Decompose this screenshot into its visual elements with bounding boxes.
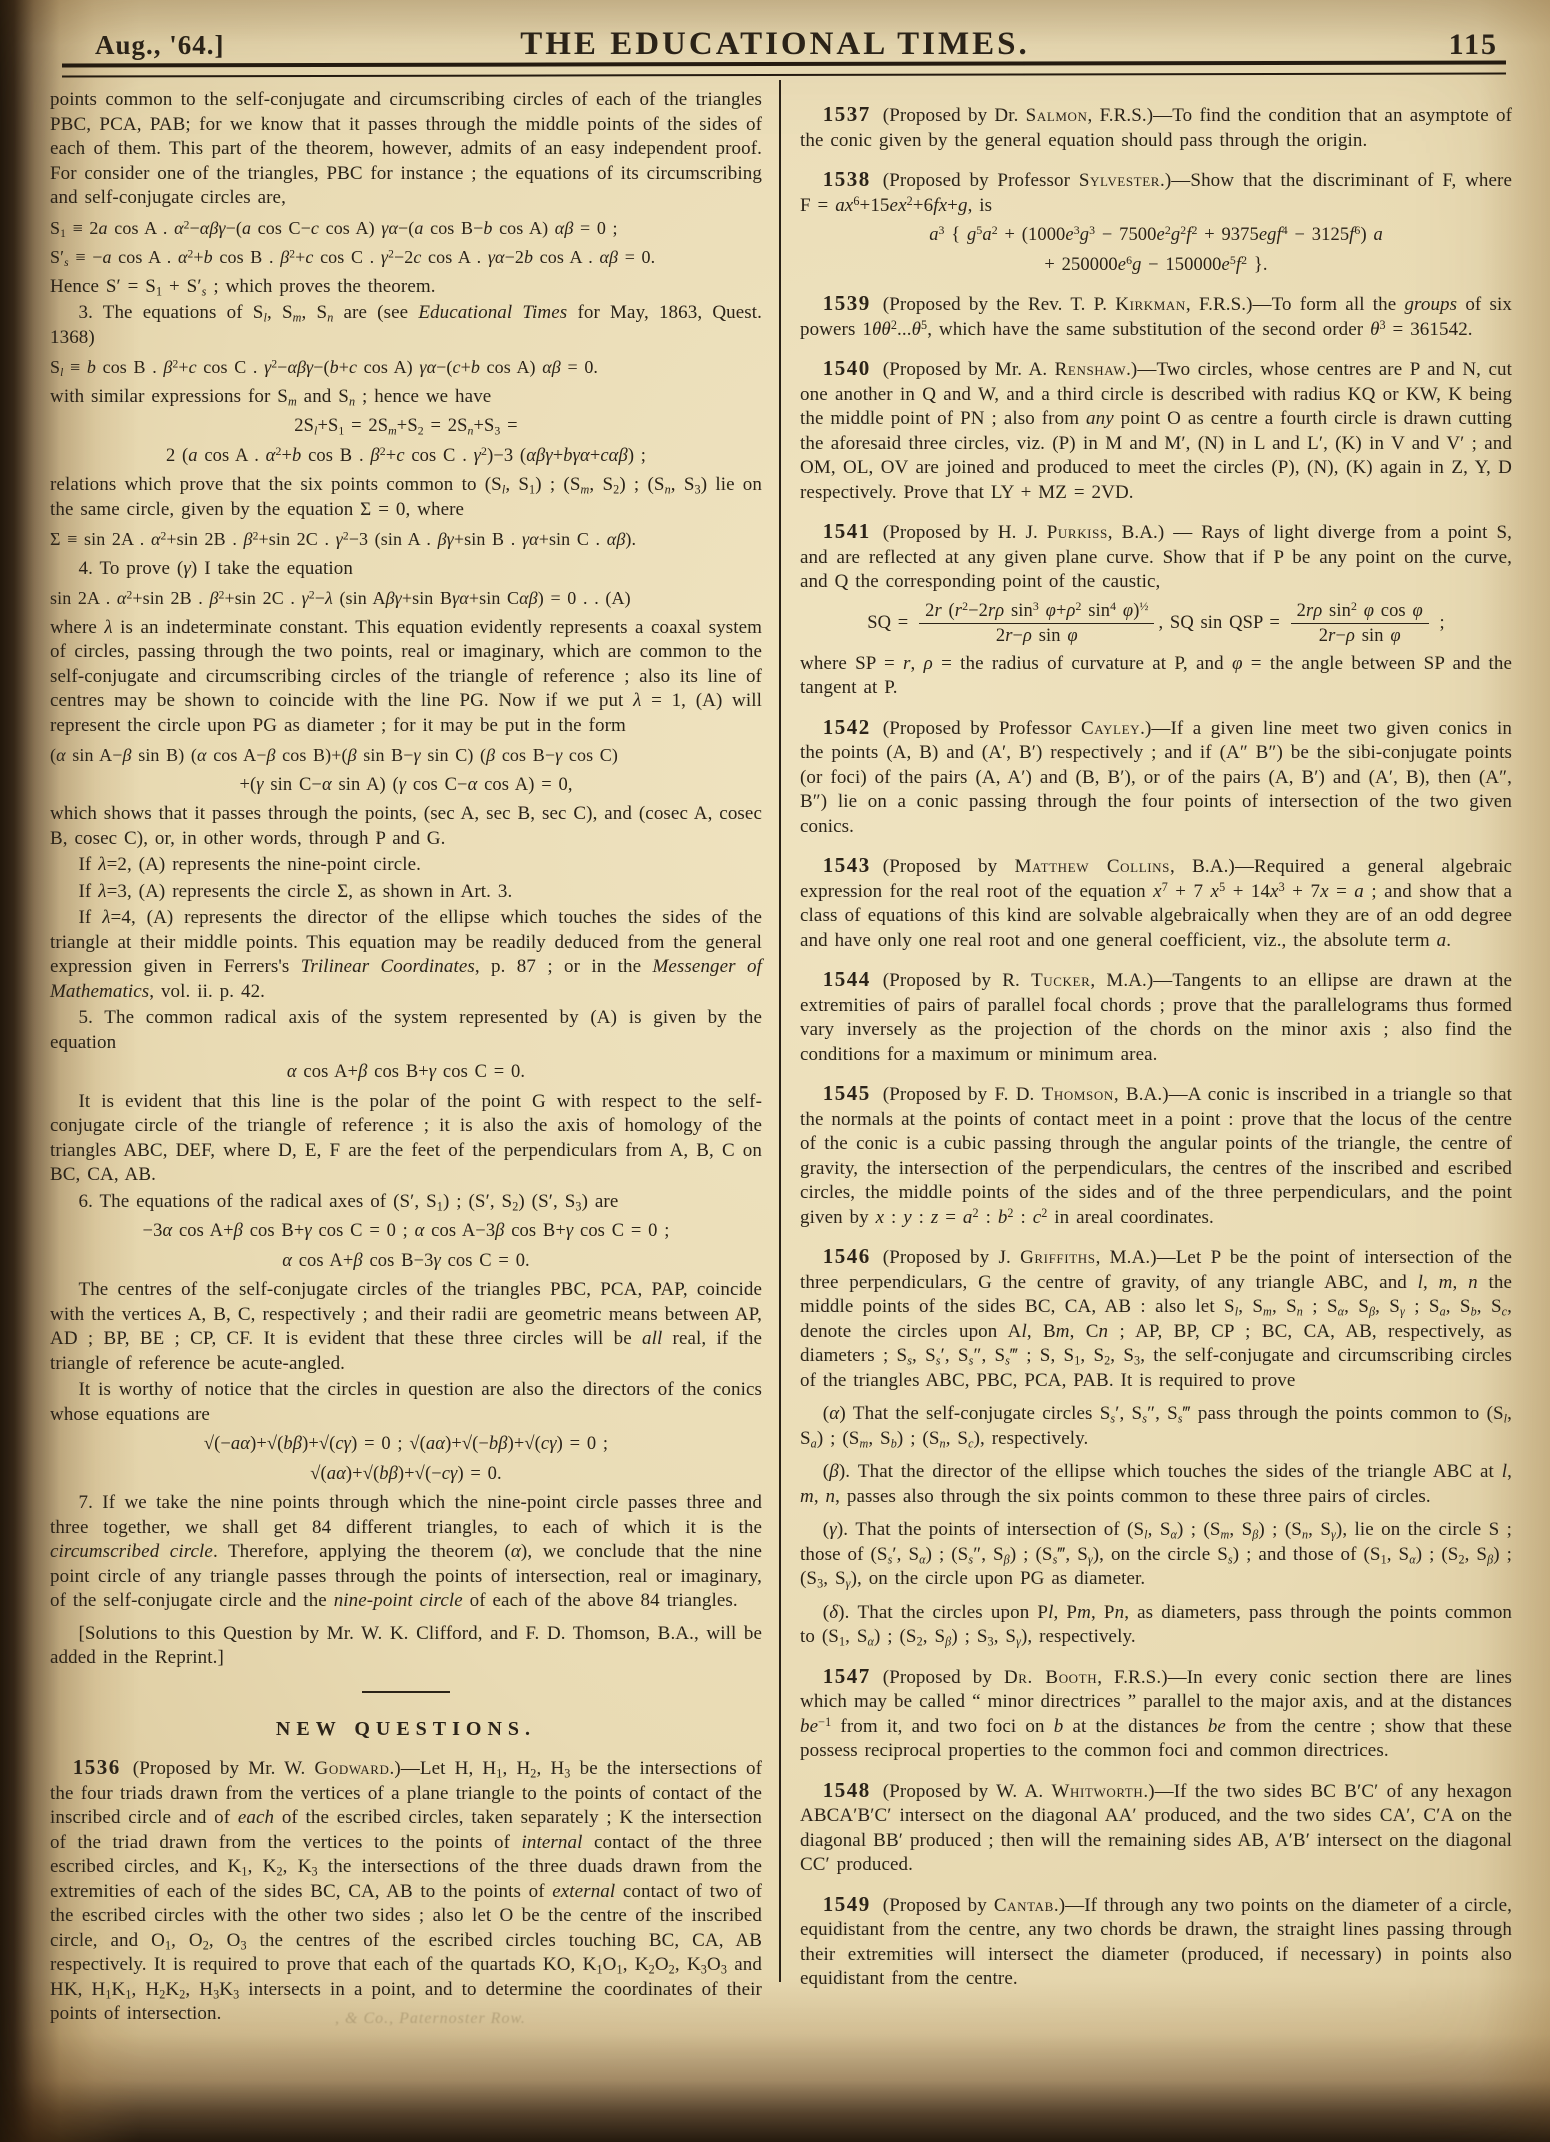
question-1538 — [800, 167, 1512, 218]
question-number: 1547 — [822, 1663, 871, 1688]
equation-form-2: +(γ sin C−α sin A) (γ cos C−α cos A) = 0, — [239, 774, 573, 795]
question-number: 1538 — [822, 167, 871, 191]
equation-discriminant-1: $a^3$ { $g^5a^2 + (1000e^3g^3 - 7500e^2g^2f^2 + 9375egf^4 - 3125f^6)$ a — [929, 223, 1383, 245]
question-text: (Proposed by Dr. Salmon, F.R.S.)—To find the condition that an asymptote of the conic given by the general equation should pass through the origin. — [800, 105, 1513, 151]
question-1545 — [800, 1081, 1512, 1230]
question-1546 — [800, 1244, 1512, 1393]
equation-s-prime-s: $S'_s \equiv -a$ cos A . $\alpha^2+b$ cos B . $\beta^2+c$ cos C . $\gamma^2-2c$ cos A . γα−2b cos A . αβ = 0. — [50, 247, 656, 270]
equation-sl: $S_l \equiv b$ cos B . $\beta^2+c$ cos C . $\gamma^2-\alpha\beta\gamma-(b+c$ cos A) γα−(c+b cos A) αβ = 0. — [50, 357, 599, 380]
question-number: 1543 — [822, 853, 871, 878]
question-number: 1539 — [822, 291, 871, 315]
equation-surds-2: √(aα)+√(bβ)+√(−cγ) = 0. — [310, 1463, 502, 1484]
similar-expressions: with similar expressions for $S_m$ and $S_n$ ; hence we have — [50, 385, 492, 408]
question-text: (Proposed by Professor Cayley.)—If a given line meet two given conics in the points (A, B) and (A′, B′) respectively ; and if (A″ B″) be the sibi-conjugate points (or foci) of the pairs (A, A′) and (B, B′), or of the pairs (A, B′) and (A′, B), then (A″, B″) lie on a conic passing through the four points of intersection of the two given conics. — [800, 717, 1513, 837]
question-text: (Proposed by W. A. Whitworth.)—If the two sides BC B′C′ of any hexagon ABCA′B′C′ intersect on the diagonal AA′ produced, and the two sides CA′, C′A on the diagonal BB′ produced ; then will the remaining sides AB, A′B′ intersect on the diagonal CC′ produced. — [800, 1780, 1513, 1876]
column-divider — [779, 80, 781, 1982]
sec-points-paragraph: which shows that it passes through the points, (sec A, sec B, sec C), and (cosec A, cosec B, cosec C), or, in other words, through P and G. — [50, 803, 762, 849]
question-number: 1541 — [822, 519, 871, 543]
question-1539 — [800, 291, 1512, 342]
hence-line: Hence $S' = S_1 + S'_s$ ; which proves the theorem. — [50, 275, 436, 298]
equation-discriminant-2: + $250000e^6g - 150000e^5f^2$ }. — [1044, 252, 1268, 275]
question-1547 — [800, 1664, 1512, 1764]
question-number: 1537 — [822, 102, 871, 126]
equation-sigma: Σ ≡ sin 2A . $\alpha^2+\sin$ 2B . $\beta^2+\sin$ 2C . $\gamma^2-3$ (sin A . βγ+sin B . γα+sin C . αβ). — [50, 529, 637, 549]
equation-2sl: $2S_l+S_1 = 2S_m+S_2 = 2S_n+S_3$ = — [294, 416, 518, 438]
article-4: 4. To prove (γ) I take the equation — [78, 557, 353, 579]
lambda-4: If λ=4, (A) represents the director of the ellipse which touches the sides of the triangle at their middle points. This equation may be readily deduced from the general expression given in Ferrers's Trilinear Coordinates, p. 87 ; or in the Messenger of Mathematics, vol. ii. p. 42. — [50, 907, 762, 1002]
bleed-through-text: , & Co., Paternoster Row. — [335, 2010, 526, 2027]
question-number: 1544 — [822, 967, 871, 992]
question-text: (Proposed by Dr. Booth, F.R.S.)—In every conic section there are lines which may be called “ minor directrices ” parallel to the major axis, and at the distances $be^{-1}$ from it, and two foci on b at the distances be from the centre ; show that these possess reciprocal properties to the common foci and common directrices. — [800, 1666, 1512, 1762]
question-1543 — [800, 853, 1512, 953]
section-divider — [362, 1691, 450, 1693]
page-number: 115 — [1448, 28, 1498, 61]
polar-paragraph: It is evident that this line is the polar of the point G with respect to the self-conjugate circle of the triangle of reference ; it is also the axis of homology of the triangles ABC, DEF, where D, E, F are the feet of the perpendiculars from A, B, C on BC, CA, AB. — [50, 1090, 762, 1185]
question-number: 1545 — [822, 1081, 871, 1106]
lambda-3: If λ=3, (A) represents the circle Σ, as shown in Art. 3. — [78, 880, 513, 902]
relations-paragraph: relations which prove that the six points common to ($S_l$, $S_1$) ; ($S_m$, $S_2$) ; ($S_n$, $S_3$) lie on the same circle, given by the equation Σ = 0, where — [50, 474, 763, 520]
question-text: (Proposed by Mr. W. Godward.)—Let H, $H_1$, $H_2$, $H_3$ be the intersections of the four triads drawn from the vertices of a plane triangle to the points of contact of the inscribed circle and of each of the escribed circles, taken separately ; K the intersection of the triad drawn from the vertices to the points of internal contact of the three escribed circles, and $K_1$, $K_2$, $K_3$ the intersections of the three duads drawn from the extremities of each of the sides BC, CA, AB to the points of external contact of two of the escribed circles with the other two sides ; also let O be the centre of the inscribed circle, and $O_1$, $O_2$, $O_3$ the centres of the escribed circles touching BC, CA, AB respectively. It is required to prove that each of the quartads KO, $K_1O_1$, $K_2O_2$, $K_3O_3$ and HK, $H_1K_1$, $H_2K_2$, $H_3K_3$ intersects in a point, and to determine the coordinates of their points of intersection. — [50, 1758, 763, 2024]
question-1542 — [800, 715, 1512, 840]
question-text: (Proposed by F. D. Thomson, B.A.)—A conic is inscribed in a triangle so that the normals at the points of contact meet in a point : prove that the locus of the centre of the conic is a cubic passing through the angular points of the triangle, the centre of gravity, the intersection of the perpendiculars, the centres of the inscribed and escribed circles, the middle points of the sides and of the three perpendiculars, and the point given by x : y : $z = a^2$ : $b^2$ : $c^2$ in areal coordinates. — [800, 1084, 1512, 1228]
continuation-paragraph: points common to the self-conjugate and circumscribing circles of each of the triangles PBC, PCA, PAB; for we know that it passes through the middle points of the sides of each of them. This part of the theorem, however, admits of an easy independent proof. For consider one of the triangles, PBC for instance ; the equations of its circumscribing and self-conjugate circles are, — [50, 89, 762, 208]
equation-s1: $S_1 \equiv 2a$ cos A . $\alpha^2-\alpha\beta\gamma-(a$ cos C−c cos A) γα−(a cos B−b cos A) αβ = 0 ; — [50, 217, 618, 240]
equation-axes-2: α cos A+β cos B−3γ cos C = 0. — [282, 1250, 530, 1271]
question-number: 1548 — [822, 1777, 871, 1802]
question-number: 1540 — [822, 356, 871, 380]
equation-axes-1: −3α cos A+β cos B+γ cos C = 0 ; α cos A−3β cos B+γ cos C = 0 ; — [142, 1221, 670, 1241]
question-number: 1542 — [822, 714, 871, 739]
question-1540 — [800, 356, 1512, 505]
equation-surds-1: √(−aα)+√(bβ)+√(cγ) = 0 ; √(aα)+√(−bβ)+√(cγ) = 0 ; — [203, 1434, 609, 1454]
equation-form-1: (α sin A−β sin B) (α cos A−β cos B)+(β sin B−γ sin C) (β cos B−γ cos C) — [50, 745, 618, 765]
article-7: 7. If we take the nine points through which the nine-point circle passes three and three together, we shall get 84 different triangles, to each of which it is the circumscribed circle. Therefore, applying the theorem (α), we conclude that the nine point circle of any triangle passes through the points of intersection, real or imaginary, of the self-conjugate circle and the nine-point circle of each of the above 84 triangles. — [50, 1492, 762, 1611]
equation-A: sin 2A . $\alpha^2+\sin$ 2B . $\beta^2+\sin$ 2C . $\gamma^2-\lambda$ (sin Aβγ+sin Bγα+sin Cαβ) = 0 . . (A) — [50, 588, 631, 608]
solutions-note: [Solutions to this Question by Mr. W. K. Clifford, and F. D. Thomson, B.A., will be added in the Reprint.] — [50, 1622, 762, 1668]
question-text: (Proposed by Professor Sylvester.)—Show that the discriminant of F, where $F = ax^6+15ex^2+6fx+g$, is — [800, 170, 1512, 216]
question-1548 — [800, 1778, 1512, 1878]
right-column — [800, 88, 1512, 1994]
article-3: 3. The equations of $S_l$, $S_m$, $S_n$ are (see Educational Times for May, 1863, Quest. 1368) — [50, 302, 763, 348]
question-text: (Proposed by R. Tucker, M.A.)—Tangents to an ellipse are drawn at the extremities of pairs of parallel focal chords ; prove that the parallelograms thus formed vary inversely as the projection of the chords on the minor axis ; also find the conditions for a maximum or minimum area. — [800, 970, 1512, 1065]
header-double-rule — [62, 60, 1506, 77]
question-number: 1536 — [72, 1755, 121, 1779]
question-number: 1549 — [822, 1891, 871, 1916]
question-1549 — [800, 1892, 1512, 1992]
question-1544 — [800, 967, 1512, 1067]
left-column — [50, 88, 762, 2029]
issue-date: Aug., '64.] — [95, 30, 225, 60]
article-5: 5. The common radical axis of the system represented by (A) is given by the equation — [50, 1007, 762, 1053]
equation-2a-cos: 2 (a cos A . $\alpha^2+b$ cos B . $\beta^2+c$ cos C . $\gamma^2)-3$ (αβγ+bγα+cαβ) ; — [165, 443, 647, 466]
question-1546-delta: (δ). That the circles upon Pl, Pm, Pn, as diameters, pass through the points common to ($S_1$, $S_\alpha$) ; ($S_2$, $S_\beta$) ; $S_3$, $S_\gamma$), respectively. — [800, 1601, 1513, 1649]
lambda-2: If λ=2, (A) represents the nine-point circle. — [78, 854, 422, 875]
question-text: (Proposed by J. Griffiths, M.A.)—Let P be the point of intersection of the three perpendiculars, G the centre of gravity, of any triangle ABC, and l, m, n the middle points of the sides BC, CA, AB : also let $S_l$, $S_m$, $S_n$ ; $S_\alpha$, $S_\beta$, $S_\gamma$ ; $S_a$, $S_b$, $S_c$, denote the circles upon Al, Bm, Cn ; AP, BP, CP ; BC, CA, AB, respectively, as diameters ; $S_s$, $S_s'$, $S_s''$, $S_s‴$ ; S, $S_1$, $S_2$, $S_3$, the self-conjugate and circumscribing circles of the triangles ABC, PBC, PCA, PAB. It is required to prove — [800, 1247, 1512, 1391]
question-text: (Proposed by the Rev. T. P. Kirkman, F.R.S.)—To form all the groups of six powers $1\theta\theta^2...\theta^5$, which have the same substitution of the second order $\theta^3 = 361542$. — [800, 294, 1512, 340]
page-title: THE EDUCATIONAL TIMES. — [520, 26, 1030, 62]
lambda-paragraph: where λ is an indeterminate constant. This equation evidently represents a coaxal system of circles, passing through the two points, real or imaginary, which are common to the self-conjugate and circumscribing circles of the triangle of reference ; also its line of centres may be shown to coincide with the line PG. Now if we put λ = 1, (A) will represent the circle upon PG as diameter ; for it may be put in the form — [50, 616, 762, 736]
directors-paragraph: It is worthy of notice that the circles in question are also the directors of the conics whose equations are — [50, 1379, 762, 1425]
caustic-where: where SP = r, ρ = the radius of curvature at P, and φ = the angle between SP and the tangent at P. — [800, 652, 1512, 699]
question-1546-gamma: (γ). That the points of intersection of ($S_l$, $S_\alpha$) ; ($S_m$, $S_\beta$) ; ($S_n$, $S_\gamma$), lie on the circle S ; those of ($S_s'$, $S_\alpha$) ; ($S_s''$, $S_\beta$) ; ($S_s‴$, $S_\gamma$), on the circle $S_s$) ; and those of ($S_1$, $S_\alpha$) ; ($S_2$, $S_\beta$) ; ($S_3$, $S_\gamma$), on the circle upon PG as diameter. — [800, 1519, 1512, 1591]
centres-paragraph: The centres of the self-conjugate circles of the triangles PBC, PCA, PAP, coincide with the vertices A, B, C, respectively ; and their radii are geometric means between AP, AD ; BP, BE ; CP, CF. It is evident that these three circles will be all real, if the triangle of reference be acute-angled. — [50, 1279, 763, 1374]
new-questions-heading: NEW QUESTIONS. — [275, 1717, 537, 1740]
equation-caustic: SQ = $\frac{2r (r^2-2r\rho \sin^3 \varphi+\rho^2 \sin^4 \varphi)^{\frac{1}{2}}}{\text{2r−ρ sin φ}}$ , SQ sin QSP = $\frac{2r\rho \sin^2 \varphi \cos \varphi}{\text{2r−ρ sin φ}}$ ; — [867, 598, 1445, 646]
question-1536 — [50, 1755, 762, 2027]
article-6: 6. The equations of the radical axes of (S′, $S_1$) ; (S′, $S_2$) (S′, $S_3$) are — [78, 1190, 619, 1213]
question-text: (Proposed by H. J. Purkiss, B.A.) — Rays of light diverge from a point S, and are reflected at any given plane curve. Show that if P be any point on the curve, and Q the corresponding point of the caustic, — [800, 522, 1512, 592]
question-1546-alpha: (α) That the self-conjugate circles $S_s'$, $S_s''$, $S_s‴$ pass through the points common to ($S_l$, $S_a$) ; ($S_m$, $S_b$) ; ($S_n$, $S_c$), respectively. — [800, 1403, 1513, 1451]
question-1546-beta: (β). That the director of the ellipse which touches the sides of the triangle ABC at l, m, n, passes also through the six points common to these three pairs of circles. — [800, 1461, 1512, 1507]
question-text: (Proposed by Cantab.)—If through any two points on the diameter of a circle, equidistant from the centre, any two chords be drawn, the straight lines passing through their extremities will intersect the diameter (produced, if necessary) in points also equidistant from the centre. — [800, 1894, 1512, 1990]
question-text: (Proposed by Mr. A. Renshaw.)—Two circles, whose centres are P and N, cut one another in Q and W, and a third circle is described with radius KQ or KW, K being the middle point of PN ; also from any point O as centre a fourth circle is drawn cutting the aforesaid three circles, viz. (P) in M and M′, (N) in L and L′, (K) in V and V′ ; and OM, OL, OV are joined and produced to meet the circles (P), (N), (K) again in Z, Y, D respectively. Prove that LY + MZ = 2VD. — [800, 359, 1512, 503]
question-text: (Proposed by Matthew Collins, B.A.)—Required a general algebraic expression for the real root of the equation $x^7 + 7$ $x^5 + 14x^3 + 7x = a$ ; and show that a class of equations of this kind are solvable algebraically when they are of an odd degree and have only one real root and one general coefficient, viz., the absolute term a. — [800, 856, 1513, 951]
question-1537 — [800, 102, 1512, 153]
equation-radical-axis: α cos A+β cos B+γ cos C = 0. — [286, 1062, 526, 1082]
question-number: 1546 — [822, 1244, 871, 1269]
question-1541 — [800, 519, 1512, 595]
